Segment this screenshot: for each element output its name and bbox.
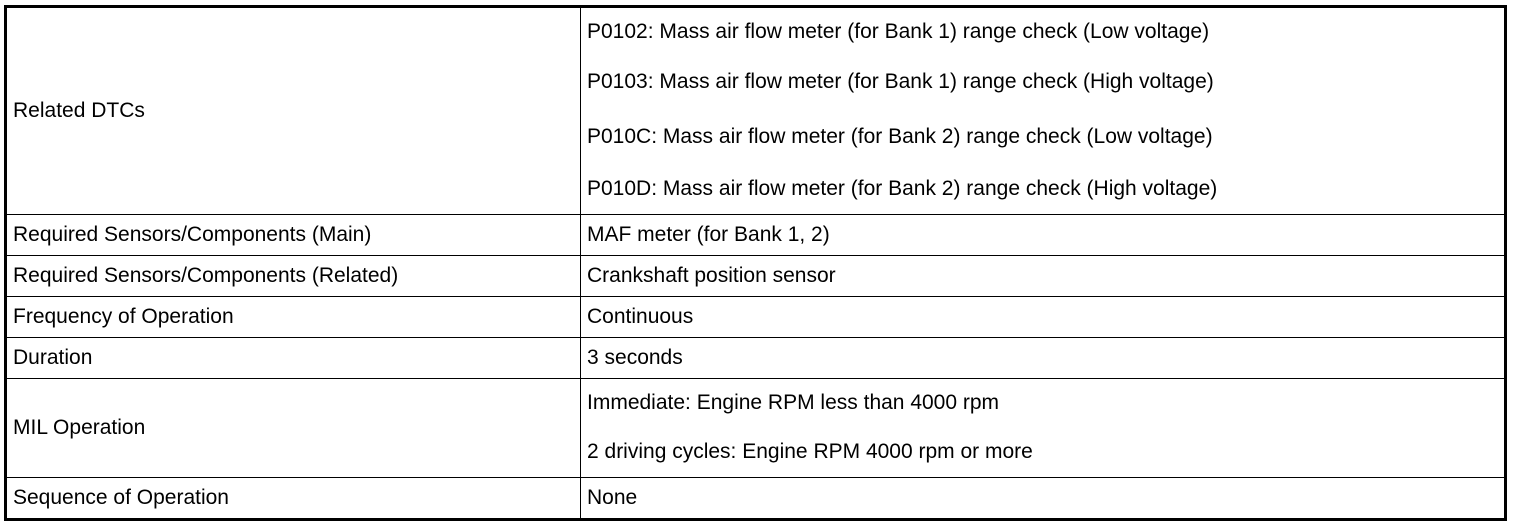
row-label: Required Sensors/Components (Main) <box>6 215 581 256</box>
table-row <box>6 478 1506 520</box>
row-value <box>581 379 1506 478</box>
table-row <box>6 256 1506 297</box>
table-row <box>6 338 1506 379</box>
dtc-line: P010C: Mass air flow meter (for Bank 2) range check (Low voltage) <box>587 124 1213 148</box>
monitor-spec-table <box>4 5 1507 521</box>
mil-line: 2 driving cycles: Engine RPM 4000 rpm or more <box>587 440 1033 463</box>
row-label: MIL Operation <box>6 379 581 478</box>
row-label: Sequence of Operation <box>6 478 581 520</box>
row-label: Duration <box>6 338 581 379</box>
row-value: Continuous <box>581 297 1506 338</box>
row-value: None <box>581 478 1506 520</box>
table-row <box>6 379 1506 478</box>
dtc-line: P0103: Mass air flow meter (for Bank 1) range check (High voltage) <box>587 70 1214 93</box>
row-value: 3 seconds <box>581 338 1506 379</box>
row-value: MAF meter (for Bank 1, 2) <box>581 215 1506 256</box>
mil-line: Immediate: Engine RPM less than 4000 rpm <box>587 391 1000 414</box>
table-row <box>6 7 1506 215</box>
row-label: Frequency of Operation <box>6 297 581 338</box>
row-value: Crankshaft position sensor <box>581 256 1506 297</box>
table-row <box>6 215 1506 256</box>
row-label: Required Sensors/Components (Related) <box>6 256 581 297</box>
dtc-line: P010D: Mass air flow meter (for Bank 2) range check (High voltage) <box>587 177 1218 200</box>
table-row <box>6 297 1506 338</box>
dtc-line: P0102: Mass air flow meter (for Bank 1) range check (Low voltage) <box>587 20 1210 43</box>
row-label: Related DTCs <box>6 7 581 215</box>
row-value <box>581 7 1506 215</box>
